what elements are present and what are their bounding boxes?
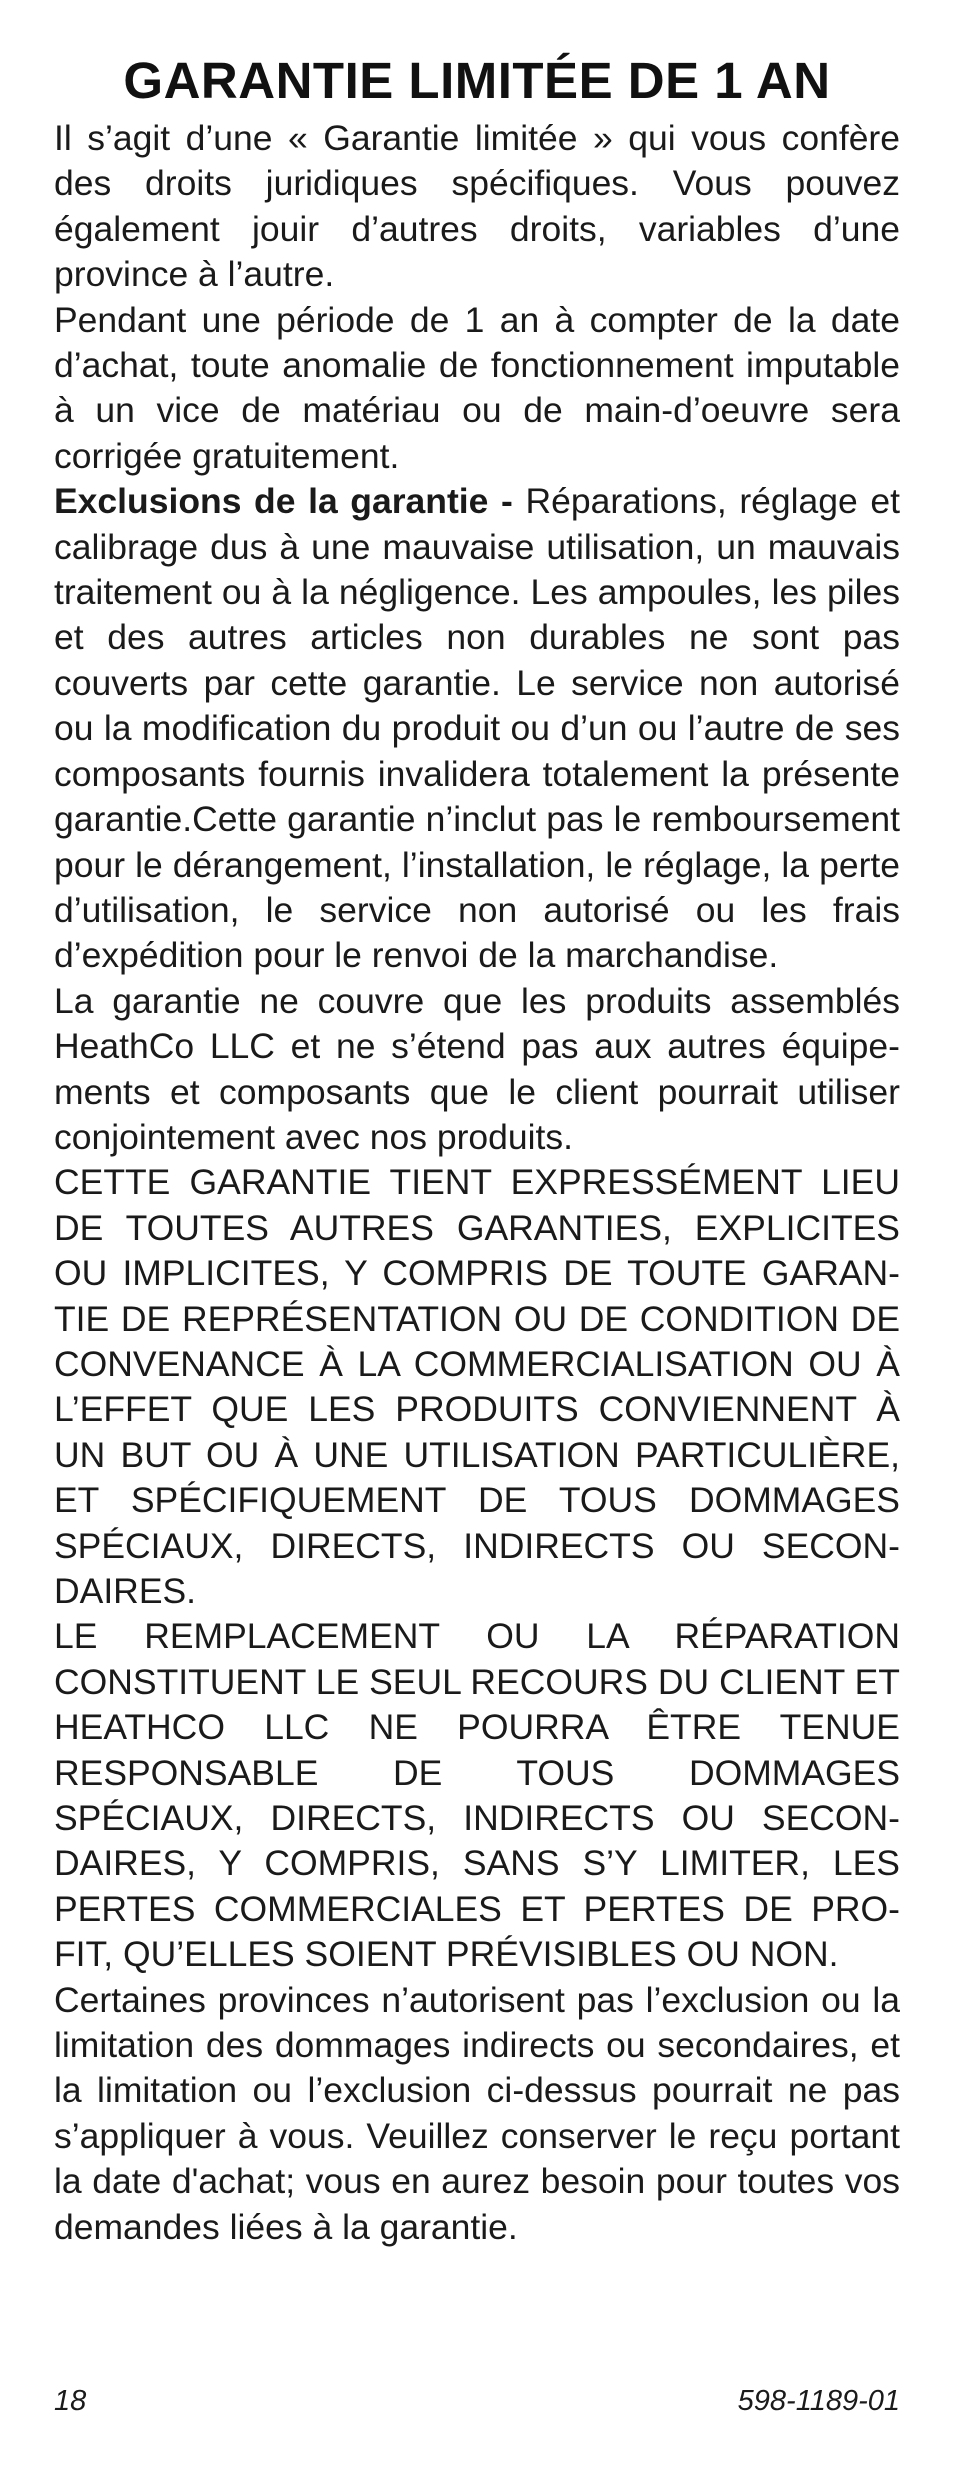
document-code: 598-1189-01 — [737, 2385, 900, 2417]
warranty-intro-paragraph: Il s’agit d’une « Garantie limitée » qui vous confère des droits juridiques spécifiques. Vous pouvez également jouir d’autres droits, variables d’une province à l’autre. — [54, 118, 900, 295]
exclusions-heading: Exclusions de la garantie - — [54, 481, 513, 522]
warranty-section — [54, 50, 900, 2250]
warranty-period-paragraph: Pendant une période de 1 an à compter de la date d’achat, toute anomalie de fonctionnement imputable à un vice de matériau ou de main-d’oeuvre sera corrigée gratuitement. — [54, 299, 900, 476]
page-footer — [54, 2385, 900, 2425]
page-number: 18 — [54, 2385, 87, 2417]
liability-paragraph: LE REMPLACEMENT OU LA RÉPARATION CONSTITUENT LE SEUL RECOURS DU CLIENT ET HEATHCO LLC NE POURRA ÊTRE TENUE RESPONSABLE DE TOUS DOMMAGES SPÉCIAUX, DIRECTS, INDIRECTS OU SECONDAIRES, Y COMPRIS, SANS S’Y LIMITER, LES PERTES COMMERCIALES ET PERTES DE PROFIT, QU’ELLES SOIENT PRÉVISIBLES OU NON. — [54, 1616, 900, 1975]
exclusions-text: Réparations, réglage et calibrage dus à une mauvaise utilisation, un mauvais traitement ou à la négligence. Les ampoules, les piles et des autres articles non durables ne sont pas couverts par cette garantie. Le service non autorisé ou la modification du produit ou d’un ou l’autre de ses composants fournis invalidera totalement la présente garantie.Cette garantie n’inclut pas le remboursement pour le dérangement, l’installation, le réglage, la perte d’utilisation, le service non autorisé ou les frais d’expédition pour le renvoi de la marchandise. — [54, 481, 900, 976]
disclaimer-paragraph: CETTE GARANTIE TIENT EXPRESSÉMENT LIEU DE TOUTES AUTRES GARANTIES, EXPLICITES OU IMPLICITES, Y COMPRIS DE TOUTE GARANTIE DE REPRÉSENTATION OU DE CONDITION DE CONVENANCE À LA COMMERCIALISATION OU À L’EFFET QUE LES PRODUITS CONVIENNENT À UN BUT OU À UNE UTILISATION PARTICULIÈRE, ET SPÉCIFIQUEMENT DE TOUS DOMMAGES SPÉCIAUX, DIRECTS, INDIRECTS OU SECONDAIRES. — [54, 1162, 900, 1611]
province-rights-paragraph: Certaines provinces n’autorisent pas l’exclusion ou la limitation des dommages indirects ou secondaires, et la limitation ou l’exclusion ci-dessus pourrait ne pas s’appliquer à vous. Veuillez conserver le reçu portant la date d'achat; vous en aurez besoin pour toutes vos demandes liées à la garantie. — [54, 1979, 900, 2247]
exclusions-paragraph — [54, 479, 900, 978]
page-title: GARANTIE LIMITÉE DE 1 AN — [123, 52, 831, 109]
coverage-scope-paragraph: La garantie ne couvre que les produits assemblés HeathCo LLC et ne s’étend pas aux autres équipements et composants que le client pourrait utiliser conjointement avec nos produits. — [54, 980, 900, 1157]
